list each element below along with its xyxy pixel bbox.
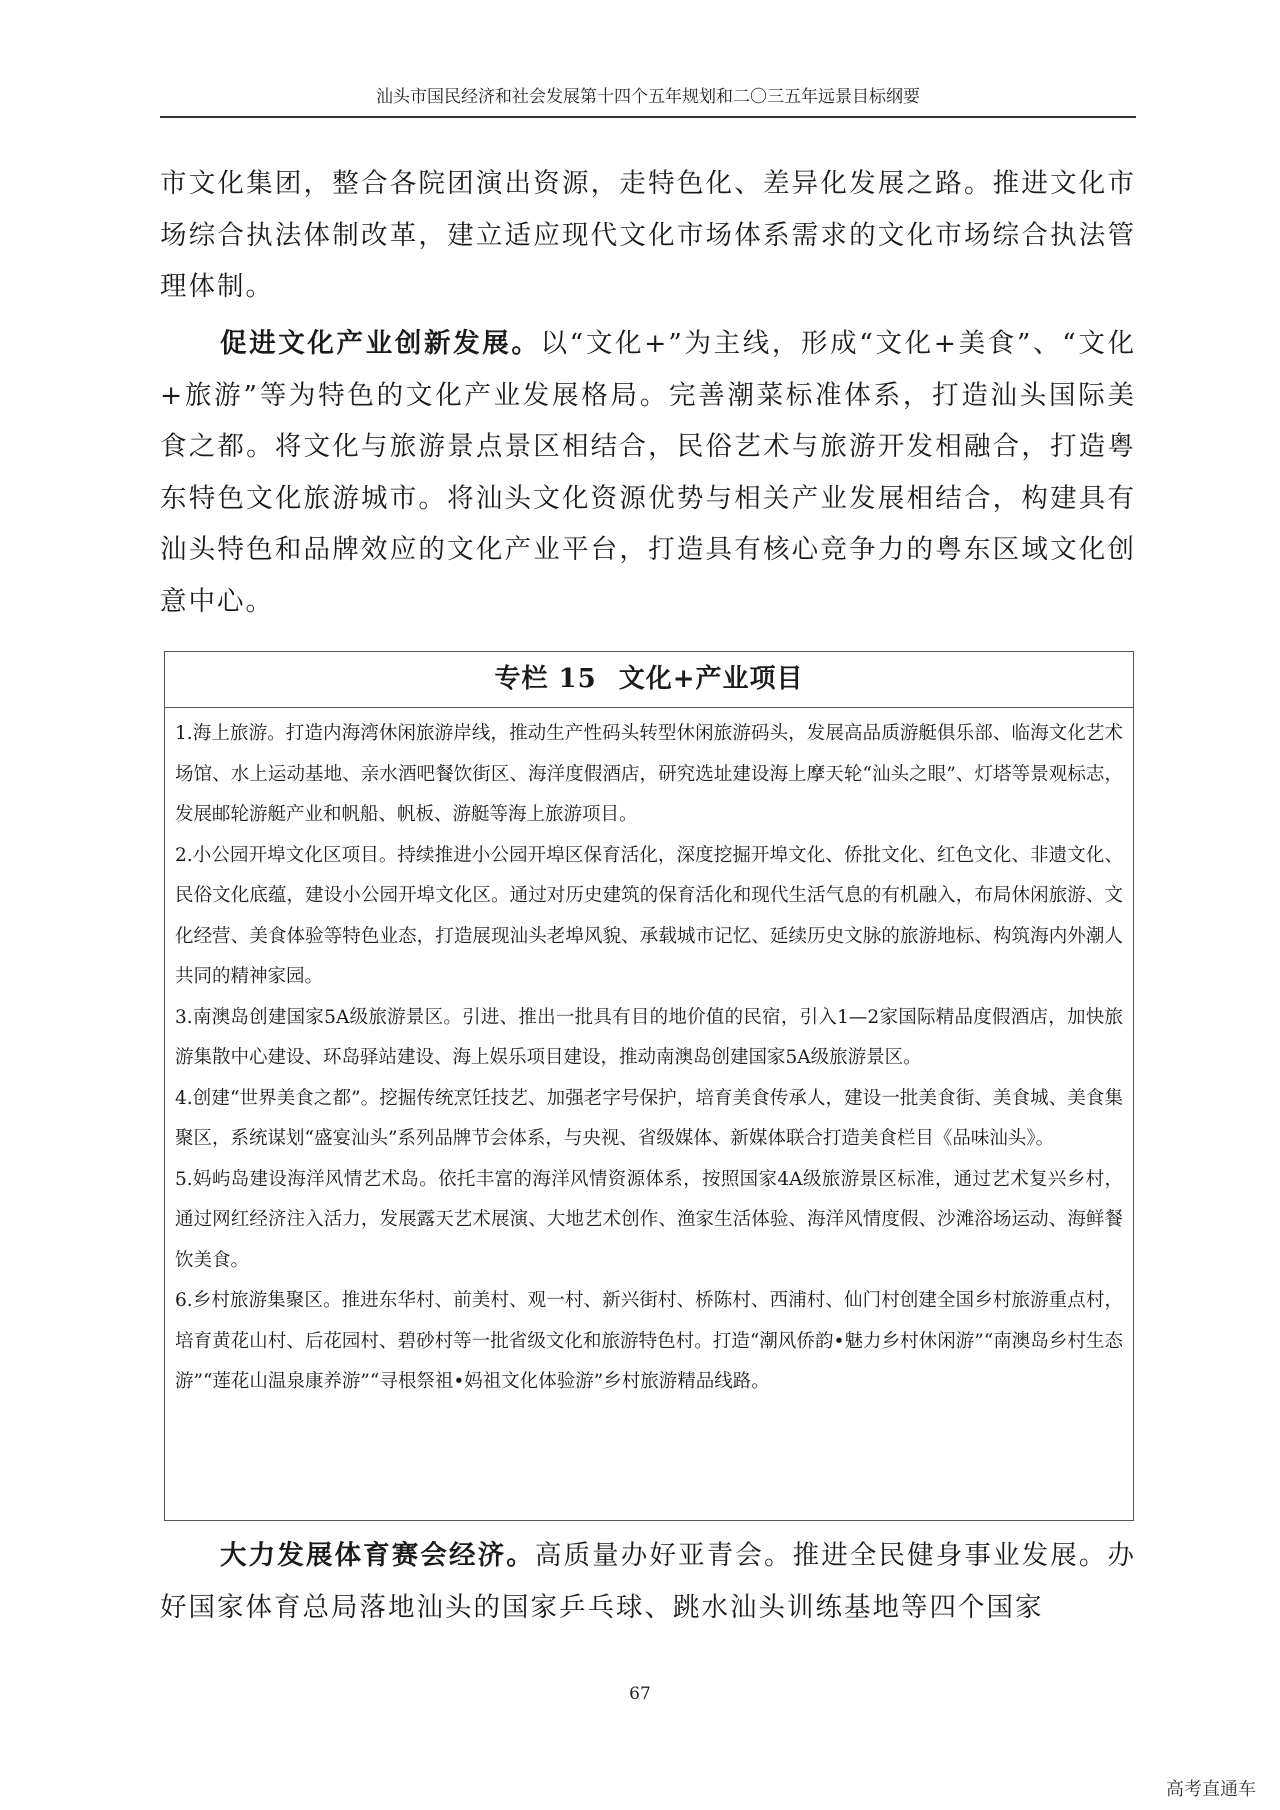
watermark: 高考直通车 — [1166, 1779, 1256, 1800]
box-number: 15 — [558, 664, 597, 694]
box-item: 3.南澳岛创建国家5A级旅游景区。引进、推出一批具有目的地价值的民宿，引入1—2家国际精品度假酒店，加快旅游集散中心建设、环岛驿站建设、海上娱乐项目建设，推动南澳岛创建国家5A级旅游景区。 — [175, 1006, 1123, 1068]
box-label: 专栏 — [494, 664, 549, 694]
paragraph-heading: 促进文化产业创新发展。 — [220, 328, 541, 359]
box-title — [165, 652, 1133, 708]
box-title-text: 文化+产业项目 — [618, 664, 804, 694]
page-number: 67 — [629, 1684, 651, 1704]
paragraph-culture-industry — [160, 318, 1136, 627]
paragraph-heading: 大力发展体育赛会经济。 — [220, 1540, 535, 1571]
header-rule — [160, 116, 1136, 118]
box-item: 1.海上旅游。打造内海湾休闲旅游岸线，推动生产性码头转型休闲旅游码头，发展高品质游艇俱乐部、临海文化艺术场馆、水上运动基地、亲水酒吧餐饮街区、海洋度假酒店，研究选址建设海上摩天轮“汕头之眼”、灯塔等景观标志，发展邮轮游艇产业和帆船、帆板、游艇等海上旅游项目。 — [175, 723, 1123, 825]
document-header: 汕头市国民经济和社会发展第十四个五年规划和二〇三五年远景目标纲要 — [376, 87, 920, 107]
box-item: 6.乡村旅游集聚区。推进东华村、前美村、观一村、新兴街村、桥陈村、西浦村、仙门村创建全国乡村旅游重点村，培育黄花山村、后花园村、碧砂村等一批省级文化和旅游特色村。打造“潮风侨韵•魅力乡村休闲游”“南澳岛乡村生态游”“莲花山温泉康养游”“寻根祭祖•妈祖文化体验游”乡村旅游精品线路。 — [175, 1290, 1123, 1392]
box-body — [165, 708, 1133, 1403]
box-item: 5.妈屿岛建设海洋风情艺术岛。依托丰富的海洋风情资源体系，按照国家4A级旅游景区标准，通过艺术复兴乡村，通过网红经济注入活力，发展露天艺术展演、大地艺术创作、渔家生活体验、海洋风情度假、沙滩浴场运动、海鲜餐饮美食。 — [175, 1168, 1123, 1271]
paragraph-culture-group: 市文化集团，整合各院团演出资源，走特色化、差异化发展之路。推进文化市场综合执法体制改革，建立适应现代文化市场体系需求的文化市场综合执法管理体制。 — [160, 168, 1136, 302]
paragraph-body: 高质量办好亚青会。推进全民健身事业发展。办好国家体育总局落地汕头的国家乒乓球、跳水汕头训练基地等四个国家 — [160, 1540, 1137, 1623]
paragraph-body: 以“文化+”为主线，形成“文化+美食”、“文化+旅游”等为特色的文化产业发展格局。完善潮菜标准体系，打造汕头国际美食之都。将文化与旅游景点景区相结合，民俗艺术与旅游开发相融合，打造粤东特色文化旅游城市。将汕头文化资源优势与相关产业发展相结合，构建具有汕头特色和品牌效应的文化产业平台，打造具有核心竞争力的粤东区域文化创意中心。 — [160, 328, 1136, 617]
box-item: 2.小公园开埠文化区项目。持续推进小公园开埠区保育活化，深度挖掘开埠文化、侨批文化、红色文化、非遗文化、民俗文化底蕴，建设小公园开埠文化区。通过对历史建筑的保育活化和现代生活气息的有机融入，布局休闲旅游、文化经营、美食体验等特色业态，打造展现汕头老埠风貌、承载城市记忆、延续历史文脉的旅游地标、构筑海内外潮人共同的精神家园。 — [175, 844, 1123, 987]
box-item: 4.创建“世界美食之都”。挖掘传统烹饪技艺、加强老字号保护，培育美食传承人，建设一批美食街、美食城、美食集聚区，系统谋划“盛宴汕头”系列品牌节会体系，与央视、省级媒体、新媒体联合打造美食栏目《品味汕头》。 — [175, 1087, 1123, 1149]
feature-box — [164, 651, 1134, 1521]
paragraph-sports-economy — [160, 1530, 1136, 1633]
